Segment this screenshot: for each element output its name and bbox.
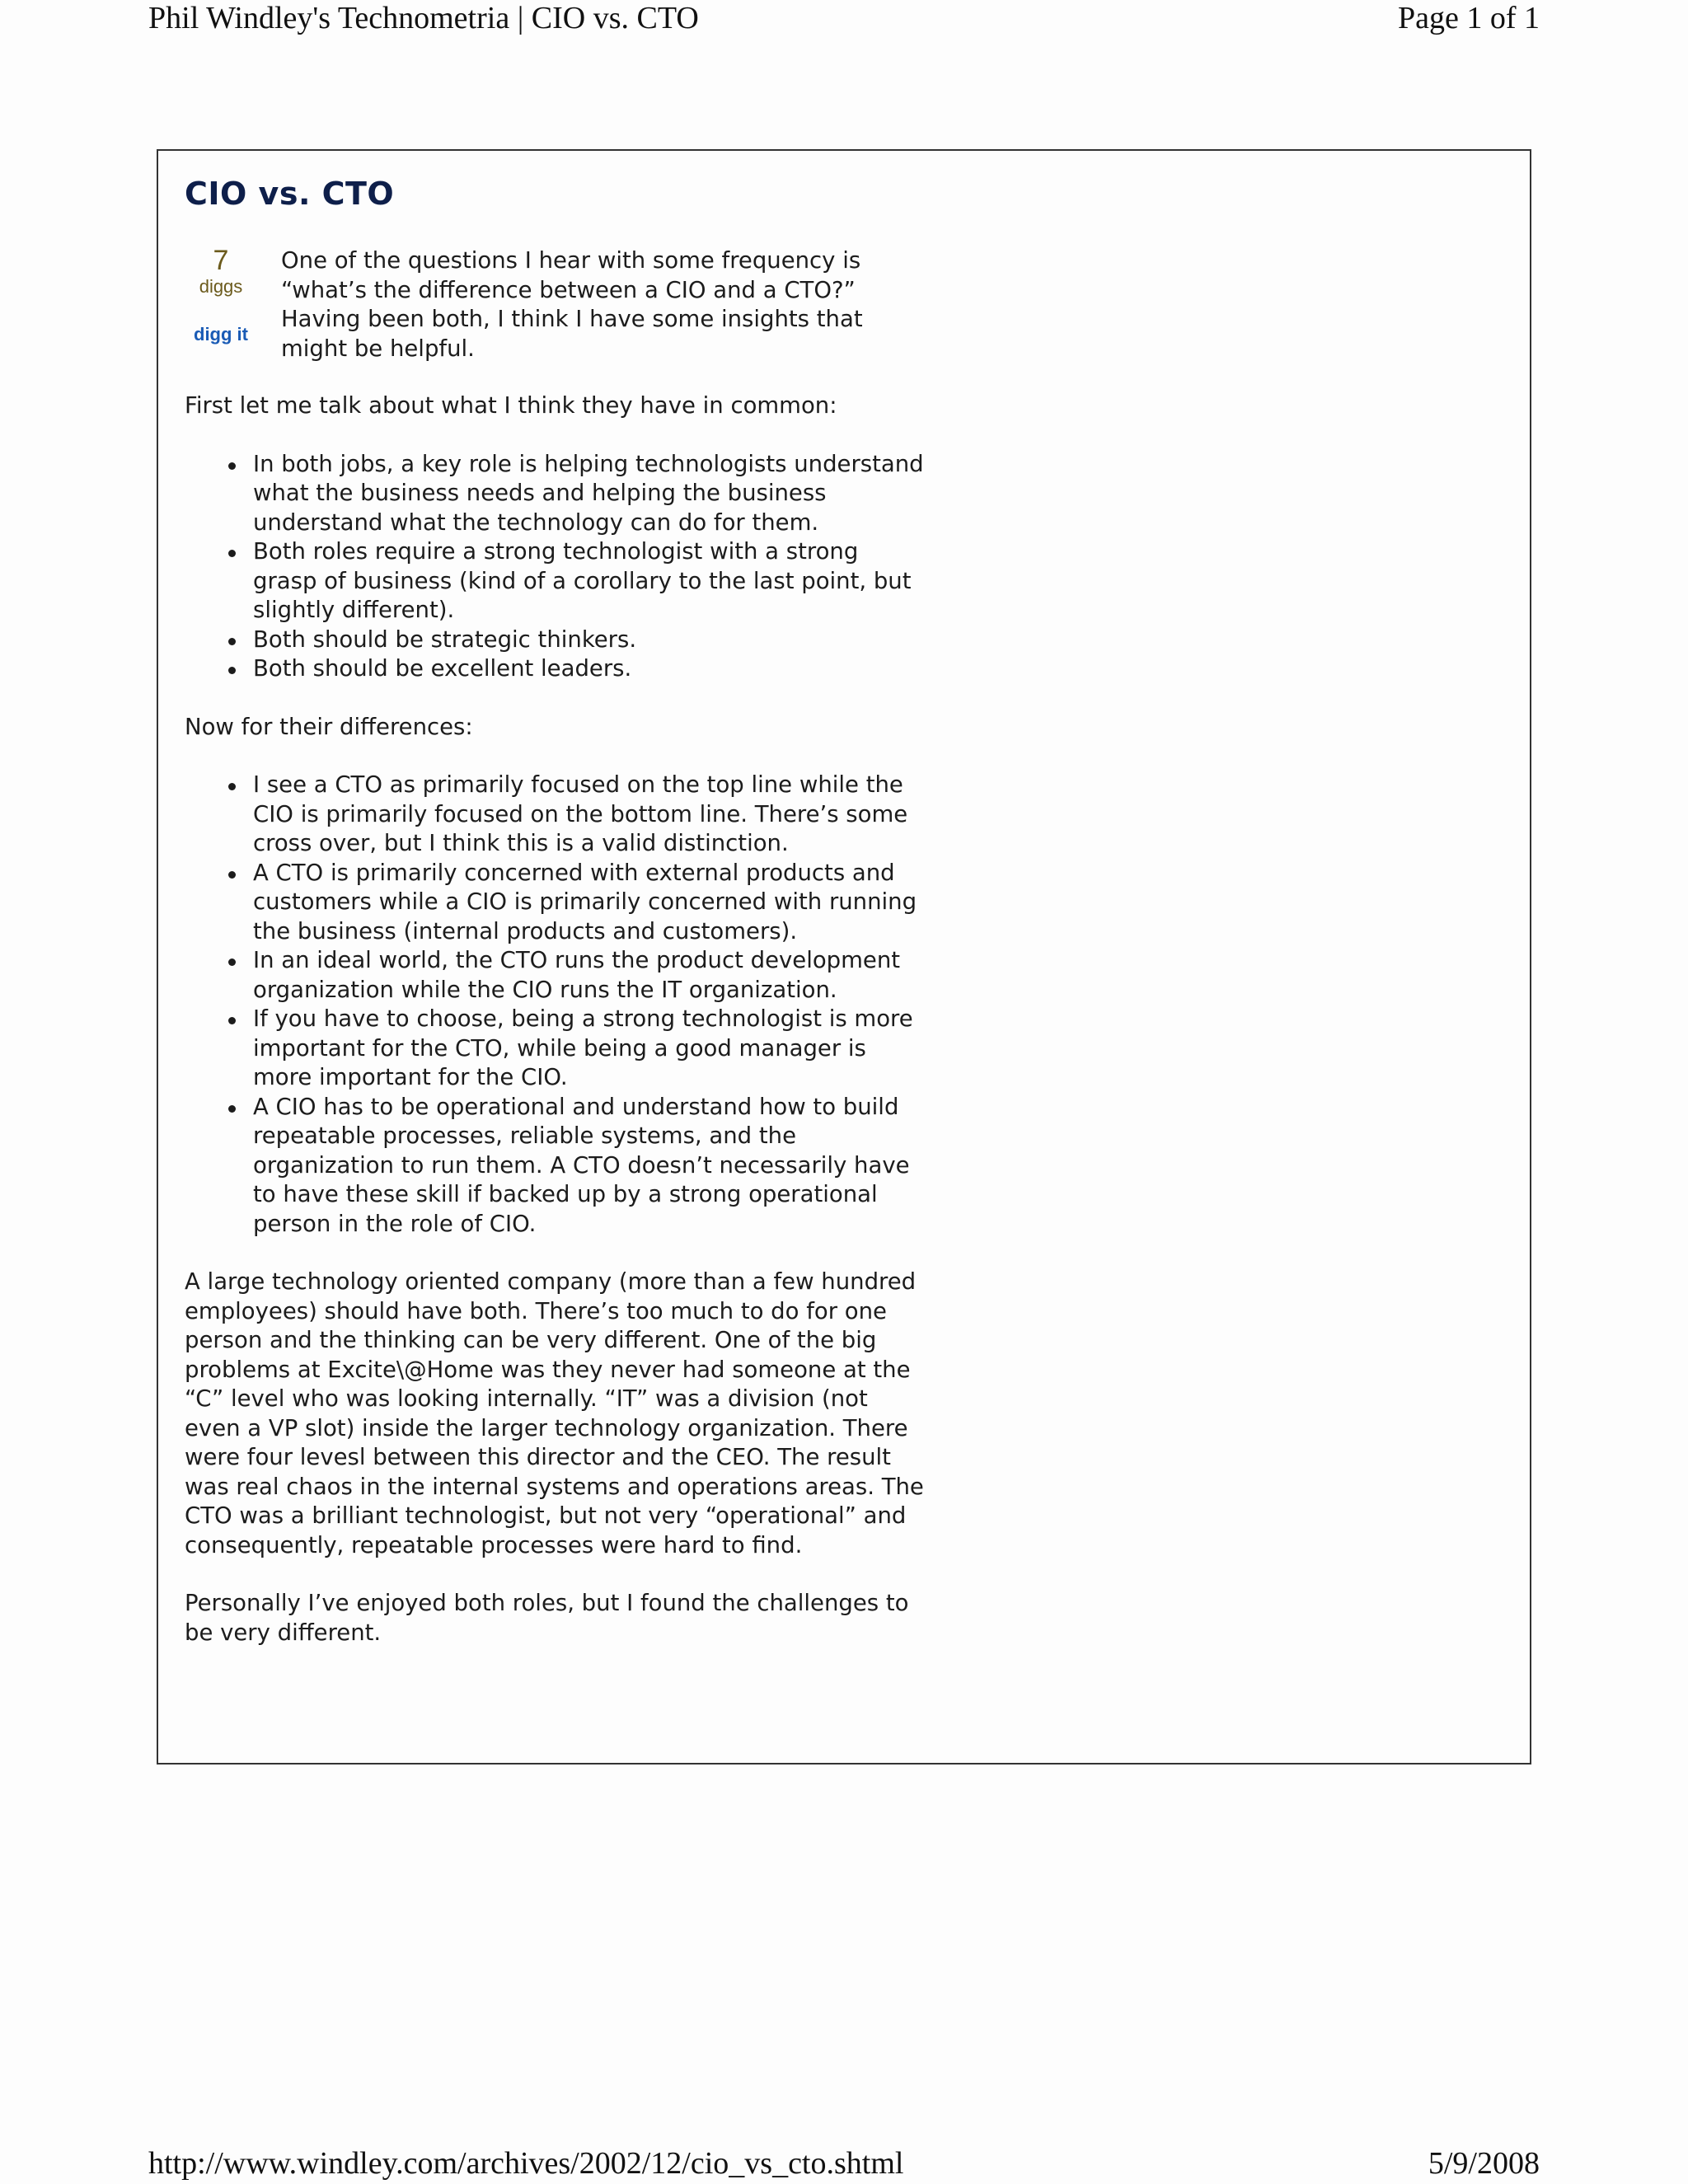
print-header — [148, 0, 1540, 41]
list-item: Both should be strategic thinkers. — [253, 626, 926, 655]
list-item: If you have to choose, being a strong technologist is more important for the CTO, while being a good manager is more important for the CIO. — [253, 1005, 926, 1093]
list-item: I see a CTO as primarily focused on the top line while the CIO is primarily focused on the bottom line. There’s some cross over, but I think this is a valid distinction. — [253, 771, 926, 859]
list-item: Both roles require a strong technologist with a strong grasp of business (kind of a corollary to the last point, but slightly different). — [253, 537, 926, 626]
digg-count: 7 — [213, 245, 229, 276]
list-item: A CTO is primarily concerned with external products and customers while a CIO is primarily concerned with running the business (internal products and customers). — [253, 859, 926, 947]
list-item: In an ideal world, the CTO runs the product development organization while the CIO runs the IT organization. — [253, 946, 926, 1005]
intro-paragraph: One of the questions I hear with some frequency is “what’s the difference between a CIO and a CTO?” Having been both, I think I have some insights that might be helpful. — [281, 247, 863, 362]
digg-badge — [185, 246, 257, 346]
print-footer — [148, 2145, 1540, 2184]
common-heading: First let me talk about what I think they have in common: — [185, 392, 837, 419]
print-date: 5/9/2008 — [1428, 2146, 1540, 2181]
page-url: http://www.windley.com/archives/2002/12/cio_vs_cto.shtml — [148, 2146, 904, 2181]
article-title: CIO vs. CTO — [185, 176, 395, 212]
list-item: In both jobs, a key role is helping technologists understand what the business needs and helping the business understand what the technology can do for them. — [253, 450, 926, 538]
differences-list — [185, 771, 926, 1239]
article-body — [185, 391, 926, 1676]
list-item: A CIO has to be operational and understand how to build repeatable processes, reliable systems, and the organization to run them. A CTO doesn’t necessarily have to have these skill if backed up by a strong operational person in the role of CIO. — [253, 1093, 926, 1240]
digg-it-link[interactable]: digg it — [194, 324, 248, 344]
conclusion-paragraph: A large technology oriented company (more than a few hundred employees) should have both. There’s too much to do for one person and the thinking can be very different. One of the big problems at Excite\@Home was they never had someone at the “C” level who was looking internally. “IT” was a division (not even a VP slot) inside the larger technology organization. There were four levesl between this director and the CEO. The result was real chaos in the internal systems and operations areas. The CTO was a brilliant technologist, but not very “operational” and consequently, repeatable processes were hard to find. — [185, 1268, 924, 1558]
page-indicator: Page 1 of 1 — [1397, 1, 1540, 35]
article-frame — [157, 149, 1531, 1765]
differences-heading: Now for their differences: — [185, 713, 473, 740]
digg-label: diggs — [199, 276, 243, 297]
common-list — [185, 450, 926, 684]
list-item: Both should be excellent leaders. — [253, 654, 926, 684]
closing-paragraph: Personally I’ve enjoyed both roles, but I found the challenges to be very different. — [185, 1590, 909, 1646]
print-header-title: Phil Windley's Technometria | CIO vs. CTO — [148, 1, 699, 35]
